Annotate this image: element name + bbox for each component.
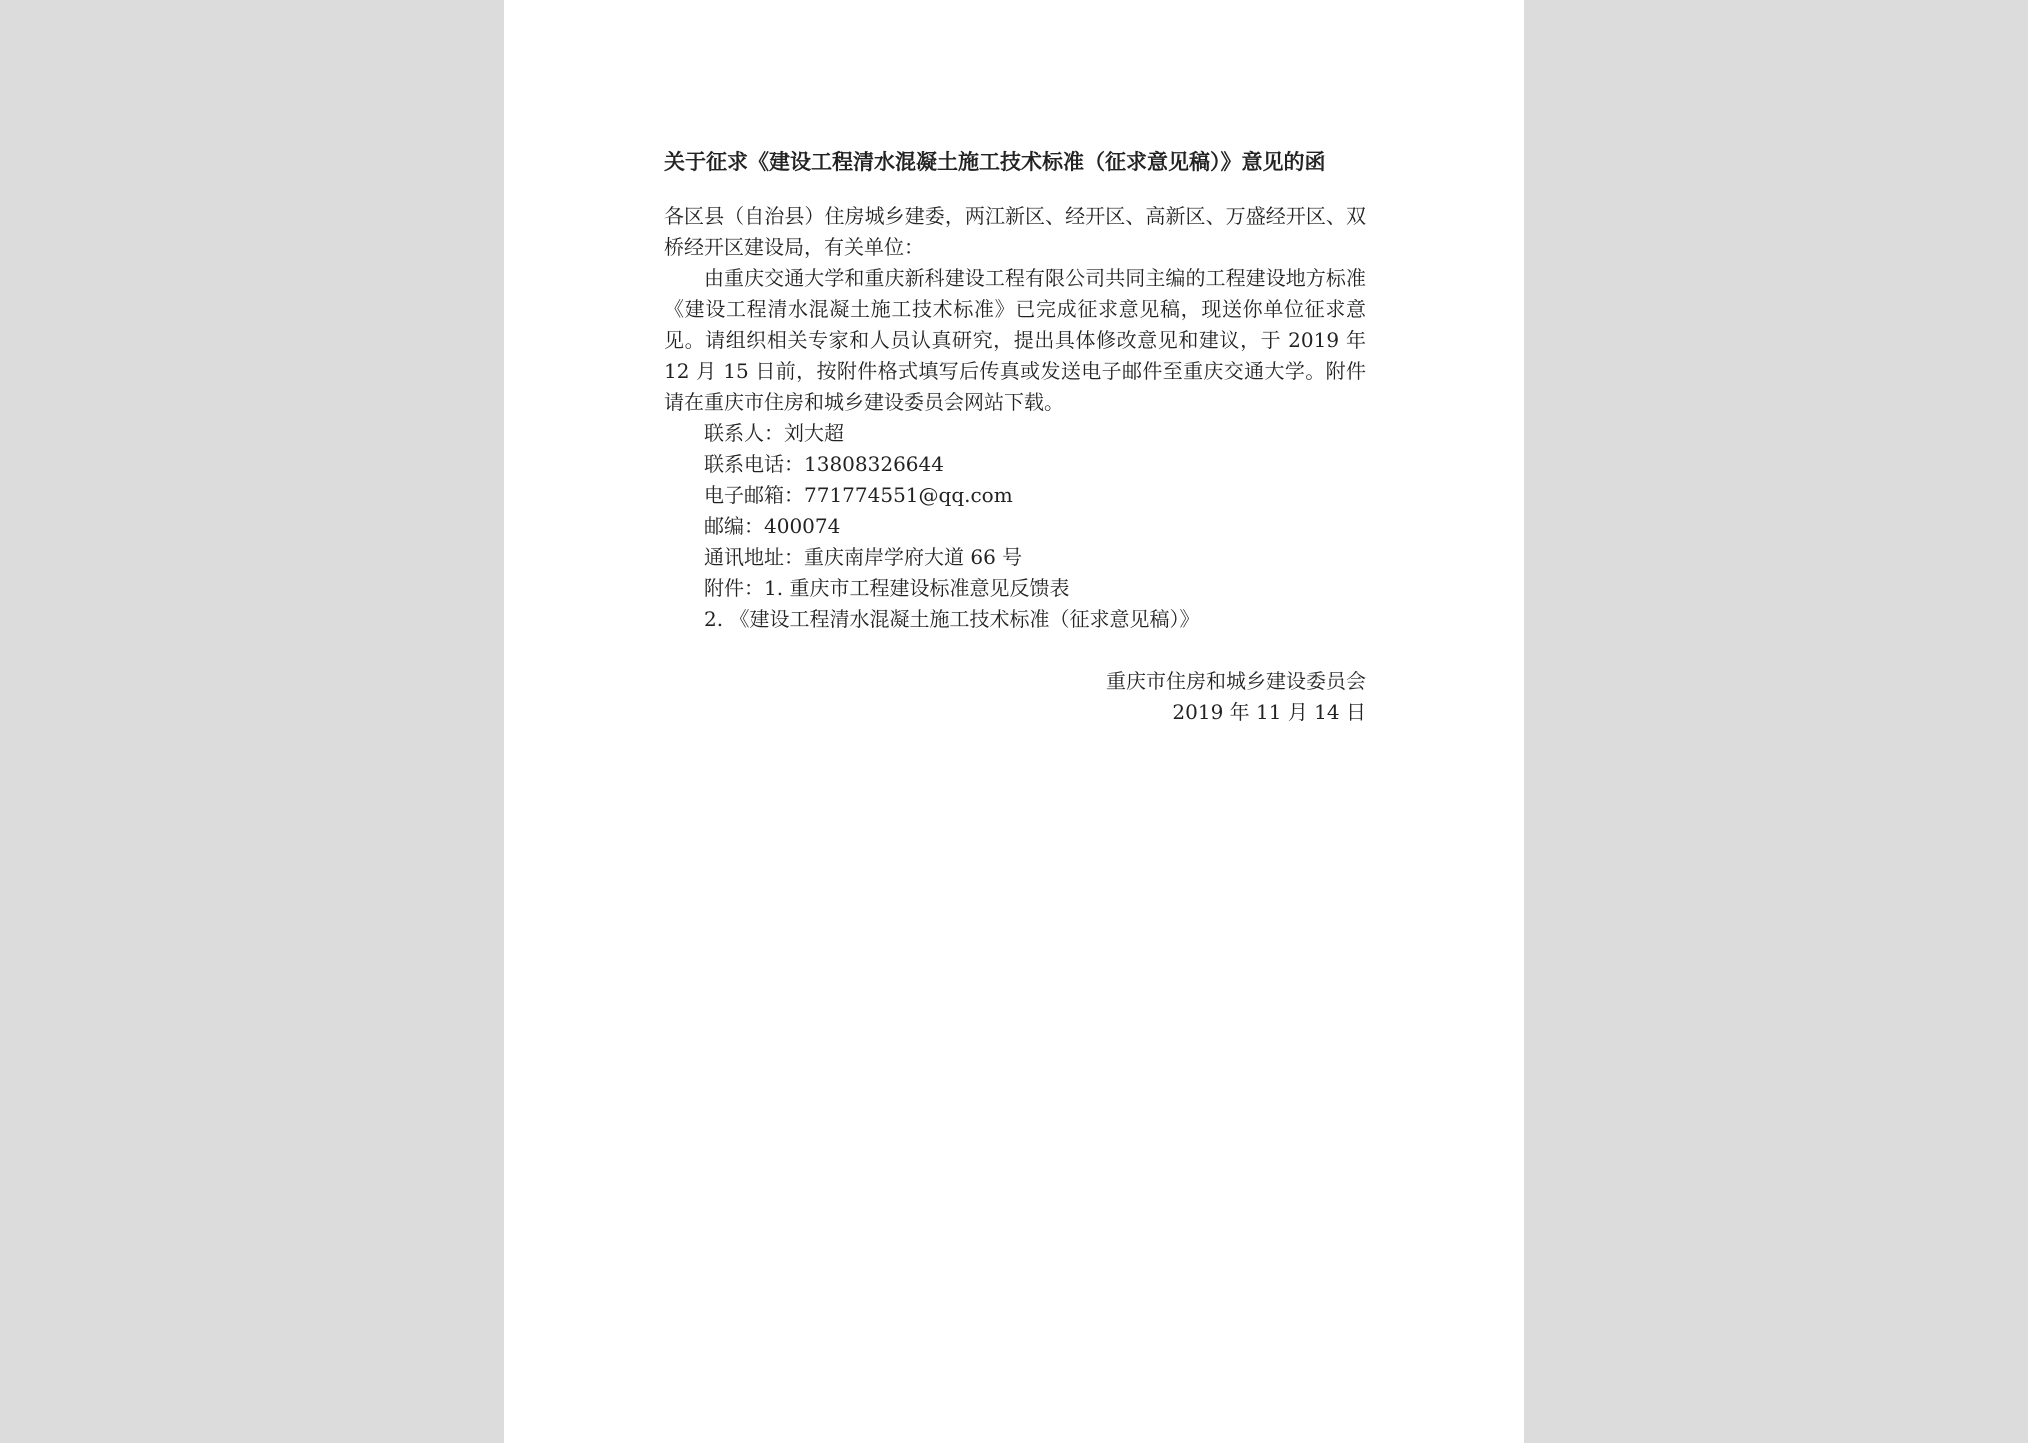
contact-email: 电子邮箱：771774551@qq.com — [704, 483, 1013, 507]
recipients-paragraph: 各区县（自治县）住房城乡建委，两江新区、经开区、高新区、万盛经开区、双桥经开区建设局，有关单位： — [664, 204, 1366, 259]
attachment-1: 附件：1. 重庆市工程建设标准意见反馈表 — [704, 576, 1070, 600]
document-page — [504, 0, 1524, 1443]
signature-block — [664, 666, 1366, 728]
document-title: 关于征求《建设工程清水混凝土施工技术标准（征求意见稿）》意见的函 — [664, 149, 1326, 174]
contact-phone: 联系电话：13808326644 — [704, 452, 944, 476]
document-date: 2019 年 11 月 14 日 — [1172, 700, 1366, 724]
signatory: 重庆市住房和城乡建设委员会 — [1106, 669, 1366, 693]
attachment-2: 2. 《建设工程清水混凝土施工技术标准（征求意见稿）》 — [704, 607, 1200, 631]
contact-person: 联系人：刘大超 — [704, 421, 844, 445]
main-paragraph: 由重庆交通大学和重庆新科建设工程有限公司共同主编的工程建设地方标准《建设工程清水混凝土施工技术标准》已完成征求意见稿，现送你单位征求意见。请组织相关专家和人员认真研究，提出具体修改意见和建议，于 2019 年 12 月 15 日前，按附件格式填写后传真或发送电子邮件至重庆交通大学。附件请在重庆市住房和城乡建设委员会网站下载。 — [664, 266, 1366, 414]
mailing-address: 通讯地址：重庆南岸学府大道 66 号 — [704, 545, 1023, 569]
document-body — [664, 145, 1366, 728]
postal-code: 邮编：400074 — [704, 514, 841, 538]
